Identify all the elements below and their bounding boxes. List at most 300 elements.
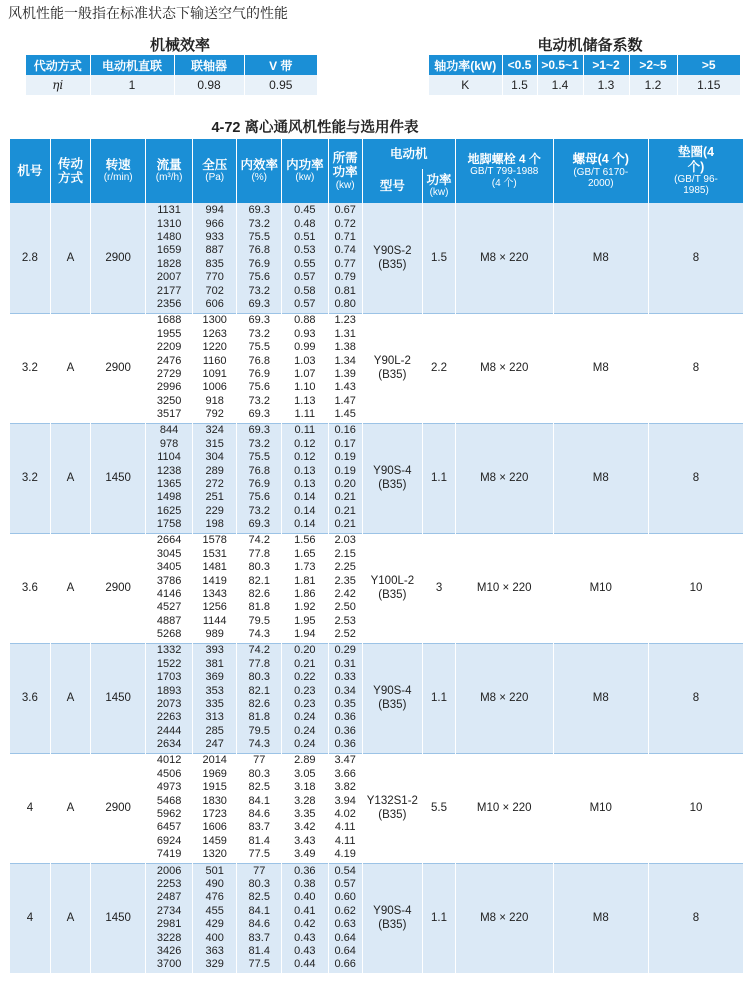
flow-value: 3228 bbox=[156, 931, 182, 944]
mech-eff-value: 0.98 bbox=[174, 75, 244, 95]
efficiency-value: 73.2 bbox=[248, 394, 270, 407]
pressure-value-list bbox=[192, 313, 237, 423]
flow-value: 2006 bbox=[156, 864, 182, 877]
efficiency-value: 77 bbox=[253, 754, 266, 767]
inner-power-value: 0.99 bbox=[294, 341, 316, 354]
flow-value: 2734 bbox=[156, 904, 182, 917]
req-power-value: 3.94 bbox=[334, 794, 356, 807]
mech-eff-value: ηi bbox=[26, 75, 90, 95]
efficiency-value: 77.8 bbox=[248, 657, 270, 670]
req-power-value: 2.53 bbox=[334, 614, 356, 627]
efficiency-value: 80.3 bbox=[248, 767, 270, 780]
efficiency-value: 80.3 bbox=[248, 671, 270, 684]
flow-value-list bbox=[146, 203, 193, 313]
efficiency-value: 80.3 bbox=[248, 561, 270, 574]
col-efficiency-unit: (%) bbox=[251, 172, 268, 184]
req-power-value: 3.82 bbox=[334, 781, 356, 794]
pressure-value: 792 bbox=[205, 408, 224, 421]
inner-power-value: 3.35 bbox=[294, 808, 316, 820]
req-power-value: 0.81 bbox=[334, 284, 356, 297]
motor-model-cell bbox=[362, 203, 422, 313]
speed-cell: 2900 bbox=[91, 753, 146, 863]
flow-value: 2177 bbox=[156, 284, 182, 297]
pressure-value: 1343 bbox=[202, 588, 227, 600]
inner-power-value: 0.40 bbox=[294, 891, 316, 904]
efficiency-value: 82.5 bbox=[248, 781, 270, 794]
req-power-value-list bbox=[328, 313, 362, 423]
bolt-cell: M8 × 220 bbox=[455, 643, 553, 753]
flow-value: 1480 bbox=[156, 230, 182, 243]
efficiency-value: 73.2 bbox=[248, 504, 270, 517]
efficiency-value: 73.2 bbox=[248, 437, 270, 450]
flow-value: 1238 bbox=[156, 464, 182, 477]
pressure-value: 1969 bbox=[202, 767, 227, 780]
efficiency-value: 74.3 bbox=[248, 628, 270, 641]
flow-value: 2209 bbox=[156, 341, 182, 354]
efficiency-value: 82.6 bbox=[248, 588, 270, 600]
bolt-cell: M10 × 220 bbox=[455, 533, 553, 643]
fan-table-body bbox=[10, 203, 743, 973]
motor-power-cell: 1.5 bbox=[423, 203, 456, 313]
efficiency-value: 73.2 bbox=[248, 217, 270, 230]
req-power-value: 0.79 bbox=[334, 271, 356, 284]
req-power-value: 0.35 bbox=[334, 698, 356, 710]
req-power-value: 2.52 bbox=[334, 628, 356, 641]
inner-power-value: 1.13 bbox=[294, 394, 316, 407]
motor-model: Y100L-2 bbox=[370, 575, 415, 587]
inner-power-value: 0.24 bbox=[294, 738, 316, 751]
inner-power-value: 0.24 bbox=[294, 724, 316, 737]
inner-power-value: 1.92 bbox=[294, 601, 316, 614]
pressure-value: 1459 bbox=[202, 834, 227, 847]
flow-value: 1522 bbox=[156, 657, 182, 670]
req-power-value: 4.02 bbox=[334, 808, 356, 820]
inner-power-value: 0.55 bbox=[294, 257, 316, 270]
efficiency-value: 79.5 bbox=[248, 724, 270, 737]
inner-power-value: 0.21 bbox=[294, 657, 316, 670]
pressure-value: 918 bbox=[205, 394, 224, 407]
efficiency-value: 69.3 bbox=[248, 408, 270, 421]
req-power-value: 0.19 bbox=[334, 464, 356, 477]
flow-value: 3700 bbox=[156, 958, 182, 971]
inner-power-value-list bbox=[282, 753, 329, 863]
flow-value: 7419 bbox=[156, 848, 182, 861]
flow-value: 1310 bbox=[156, 217, 182, 230]
motor-model-cell bbox=[362, 753, 422, 863]
efficiency-value: 83.7 bbox=[248, 821, 270, 834]
machine-no-cell: 3.6 bbox=[10, 643, 50, 753]
flow-value: 1828 bbox=[156, 257, 182, 270]
motor-model-cell bbox=[362, 313, 422, 423]
req-power-value: 2.25 bbox=[334, 561, 356, 574]
speed-cell: 1450 bbox=[91, 643, 146, 753]
flow-value: 1758 bbox=[156, 518, 182, 531]
pressure-value: 229 bbox=[205, 504, 224, 517]
inner-power-value-list bbox=[282, 863, 329, 973]
req-power-value: 0.31 bbox=[334, 657, 356, 670]
pressure-value: 835 bbox=[205, 257, 224, 270]
flow-value-list bbox=[146, 863, 193, 973]
motor-mount: (B35) bbox=[378, 589, 407, 601]
inner-power-value: 0.57 bbox=[294, 271, 316, 284]
efficiency-value-list bbox=[237, 753, 282, 863]
flow-value: 1955 bbox=[156, 327, 182, 340]
efficiency-value-list bbox=[237, 313, 282, 423]
col-req-power bbox=[328, 139, 362, 203]
inner-power-value-list bbox=[282, 643, 329, 753]
pressure-value: 363 bbox=[205, 945, 224, 958]
motor-reserve-value-row bbox=[429, 75, 740, 95]
washer-cell: 8 bbox=[649, 643, 744, 753]
flow-value: 4146 bbox=[156, 588, 182, 600]
pressure-value: 1300 bbox=[202, 314, 227, 327]
inner-power-value: 0.38 bbox=[294, 878, 316, 891]
inner-power-value: 3.28 bbox=[294, 794, 316, 807]
main-table-title: 4-72 离心通风机性能与选用件表 bbox=[211, 120, 419, 136]
pressure-value: 400 bbox=[205, 931, 224, 944]
efficiency-value: 84.6 bbox=[248, 808, 270, 820]
nut-cell: M8 bbox=[553, 423, 648, 533]
inner-power-value: 1.07 bbox=[294, 368, 316, 380]
col-inner-power bbox=[282, 139, 329, 203]
pressure-value: 887 bbox=[205, 244, 224, 257]
flow-value-list bbox=[146, 643, 193, 753]
req-power-value: 0.36 bbox=[334, 738, 356, 751]
inner-power-value: 0.12 bbox=[294, 437, 316, 450]
flow-value-list bbox=[146, 753, 193, 863]
col-pressure bbox=[192, 139, 237, 203]
inner-power-value: 0.11 bbox=[294, 424, 316, 437]
motor-reserve-value: 1.3 bbox=[583, 75, 629, 95]
pressure-value: 1144 bbox=[202, 614, 227, 627]
drive-cell: A bbox=[50, 863, 90, 973]
req-power-value: 1.39 bbox=[334, 368, 356, 380]
col-washer bbox=[649, 139, 744, 203]
inner-power-value: 1.81 bbox=[294, 574, 316, 587]
req-power-value: 0.33 bbox=[334, 671, 356, 684]
efficiency-value: 81.8 bbox=[248, 711, 270, 724]
flow-value: 3405 bbox=[156, 561, 182, 574]
req-power-value: 1.31 bbox=[334, 327, 356, 340]
inner-power-value: 0.36 bbox=[294, 864, 316, 877]
pressure-value: 1256 bbox=[202, 601, 227, 614]
req-power-value: 0.67 bbox=[334, 204, 356, 217]
flow-value: 1131 bbox=[157, 204, 181, 217]
col-bolt-std: GB/T 799-1988 bbox=[470, 166, 539, 178]
inner-power-value-list bbox=[282, 423, 329, 533]
req-power-value: 1.23 bbox=[334, 314, 356, 327]
efficiency-value-list bbox=[237, 203, 282, 313]
inner-power-value: 3.49 bbox=[294, 848, 316, 861]
nut-cell: M10 bbox=[553, 753, 648, 863]
washer-cell: 10 bbox=[649, 753, 744, 863]
mech-eff-table bbox=[26, 55, 317, 95]
motor-mount: (B35) bbox=[378, 699, 407, 711]
efficiency-value: 84.1 bbox=[248, 794, 270, 807]
pressure-value: 393 bbox=[205, 644, 224, 657]
pressure-value-list bbox=[192, 863, 237, 973]
req-power-value: 0.64 bbox=[334, 945, 356, 958]
inner-power-value: 1.56 bbox=[294, 534, 316, 547]
col-flow-label: 流量 bbox=[156, 158, 182, 173]
flow-value: 2444 bbox=[156, 724, 182, 737]
inner-power-value: 1.03 bbox=[294, 354, 316, 367]
pressure-value: 1578 bbox=[202, 534, 227, 547]
mech-eff-value: 0.95 bbox=[244, 75, 317, 95]
flow-value: 3250 bbox=[156, 394, 182, 407]
machine-no-cell: 4 bbox=[10, 753, 50, 863]
intro-text: 风机性能一般指在标准状态下输送空气的性能 bbox=[8, 6, 288, 22]
flow-value: 1104 bbox=[157, 451, 181, 464]
req-power-value: 0.29 bbox=[334, 644, 356, 657]
flow-value: 4973 bbox=[156, 781, 182, 794]
inner-power-value: 0.53 bbox=[294, 244, 316, 257]
col-efficiency-label: 内效率 bbox=[240, 158, 278, 173]
efficiency-value: 74.2 bbox=[248, 534, 270, 547]
req-power-value: 1.47 bbox=[334, 394, 356, 407]
flow-value: 2634 bbox=[156, 738, 182, 751]
speed-cell: 2900 bbox=[91, 203, 146, 313]
motor-reserve-title: 电动机储备系数 bbox=[537, 37, 643, 54]
inner-power-value: 0.45 bbox=[294, 204, 316, 217]
motor-model: Y132S1-2 bbox=[366, 795, 418, 807]
pressure-value: 933 bbox=[205, 230, 224, 243]
col-machine-no: 机号 bbox=[10, 139, 50, 203]
fan-group-row bbox=[10, 423, 743, 533]
col-flow-unit: (m³/h) bbox=[155, 172, 183, 184]
efficiency-value: 79.5 bbox=[248, 614, 270, 627]
flow-value: 844 bbox=[159, 424, 179, 437]
flow-value: 2664 bbox=[156, 534, 182, 547]
flow-value: 1659 bbox=[156, 244, 182, 257]
efficiency-value: 74.2 bbox=[248, 644, 270, 657]
inner-power-value: 0.41 bbox=[294, 904, 316, 917]
bolt-cell: M8 × 220 bbox=[455, 423, 553, 533]
req-power-value: 3.47 bbox=[334, 754, 356, 767]
pressure-value: 304 bbox=[205, 451, 224, 464]
efficiency-value: 77.8 bbox=[248, 547, 270, 560]
drive-cell: A bbox=[50, 203, 90, 313]
pressure-value-list bbox=[192, 533, 237, 643]
col-nut-std: (GB/T 6170-2000) bbox=[573, 166, 629, 190]
pressure-value-list bbox=[192, 643, 237, 753]
efficiency-value: 77 bbox=[253, 864, 266, 877]
col-motor-model: 型号 bbox=[362, 169, 422, 203]
inner-power-value: 1.95 bbox=[294, 614, 316, 627]
req-power-value: 0.36 bbox=[334, 724, 356, 737]
pressure-value: 1915 bbox=[202, 781, 227, 794]
col-pressure-label: 全压 bbox=[202, 158, 228, 173]
flow-value: 5468 bbox=[156, 794, 182, 807]
col-washer-std: (GB/T 96-1985) bbox=[674, 173, 718, 197]
col-req-power-label: 所需功率 bbox=[332, 150, 358, 180]
flow-value: 6924 bbox=[156, 834, 182, 847]
drive-cell: A bbox=[50, 313, 90, 423]
bolt-cell: M8 × 220 bbox=[455, 203, 553, 313]
bolt-cell: M8 × 220 bbox=[455, 863, 553, 973]
motor-reserve-header: >5 bbox=[701, 58, 716, 72]
machine-no-cell: 3.2 bbox=[10, 313, 50, 423]
speed-cell: 1450 bbox=[91, 423, 146, 533]
motor-reserve-value: 1.5 bbox=[502, 75, 537, 95]
col-motor: 电动机 bbox=[362, 139, 455, 169]
flow-value: 2981 bbox=[156, 918, 182, 931]
flow-value: 1332 bbox=[156, 644, 182, 657]
efficiency-value: 73.2 bbox=[248, 284, 270, 297]
pressure-value: 770 bbox=[205, 271, 224, 284]
mech-eff-header: 代动方式 bbox=[26, 55, 90, 75]
col-motor-power-label: 功率 bbox=[426, 173, 452, 188]
flow-value: 2996 bbox=[156, 381, 182, 394]
pressure-value-list bbox=[192, 203, 237, 313]
motor-power-cell: 1.1 bbox=[423, 423, 456, 533]
machine-no-cell: 4 bbox=[10, 863, 50, 973]
pressure-value: 1091 bbox=[202, 368, 227, 380]
req-power-value: 0.34 bbox=[334, 684, 356, 697]
motor-power-cell: 5.5 bbox=[423, 753, 456, 863]
pressure-value: 1160 bbox=[202, 354, 227, 367]
col-nut bbox=[553, 139, 648, 203]
motor-power-cell: 1.1 bbox=[423, 863, 456, 973]
motor-model: Y90S-4 bbox=[373, 685, 412, 697]
pressure-value: 490 bbox=[205, 878, 224, 891]
efficiency-value: 81.4 bbox=[248, 834, 270, 847]
flow-value: 2073 bbox=[156, 698, 182, 710]
flow-value: 2476 bbox=[156, 354, 182, 367]
efficiency-value: 80.3 bbox=[248, 878, 270, 891]
mech-eff-value-row bbox=[26, 75, 317, 95]
efficiency-value: 75.6 bbox=[248, 381, 270, 394]
req-power-value-list bbox=[328, 423, 362, 533]
efficiency-value: 81.8 bbox=[248, 601, 270, 614]
efficiency-value: 82.6 bbox=[248, 698, 270, 710]
req-power-value: 4.11 bbox=[334, 821, 356, 834]
fan-group-row bbox=[10, 313, 743, 423]
col-motor-power bbox=[423, 169, 456, 203]
motor-power-cell: 3 bbox=[423, 533, 456, 643]
pressure-value: 501 bbox=[205, 864, 224, 877]
col-inner-power-unit: (kw) bbox=[295, 172, 315, 184]
inner-power-value: 0.24 bbox=[294, 711, 316, 724]
efficiency-value: 73.2 bbox=[248, 327, 270, 340]
nut-cell: M10 bbox=[553, 533, 648, 643]
req-power-value: 0.77 bbox=[334, 257, 356, 270]
machine-no-cell: 3.6 bbox=[10, 533, 50, 643]
machine-no-cell: 2.8 bbox=[10, 203, 50, 313]
efficiency-value: 74.3 bbox=[248, 738, 270, 751]
req-power-value: 0.54 bbox=[334, 864, 356, 877]
inner-power-value-list bbox=[282, 313, 329, 423]
req-power-value: 4.11 bbox=[334, 834, 356, 847]
bolt-cell: M10 × 220 bbox=[455, 753, 553, 863]
flow-value: 2263 bbox=[156, 711, 182, 724]
req-power-value: 0.60 bbox=[334, 891, 356, 904]
mech-eff-value: 1 bbox=[90, 75, 174, 95]
req-power-value: 0.74 bbox=[334, 244, 356, 257]
motor-reserve-value: 1.2 bbox=[629, 75, 677, 95]
efficiency-value: 82.1 bbox=[248, 684, 270, 697]
flow-value: 2356 bbox=[156, 297, 182, 310]
inner-power-value: 1.86 bbox=[294, 588, 316, 600]
pressure-value: 1723 bbox=[202, 808, 227, 820]
efficiency-value: 77.5 bbox=[248, 958, 270, 971]
flow-value: 2007 bbox=[156, 271, 182, 284]
flow-value: 2487 bbox=[156, 891, 182, 904]
inner-power-value: 0.22 bbox=[294, 671, 316, 684]
motor-mount: (B35) bbox=[378, 479, 407, 491]
req-power-value-list bbox=[328, 753, 362, 863]
col-bolt-label: 地脚螺栓 4 个 bbox=[467, 151, 541, 166]
col-bolt bbox=[455, 139, 553, 203]
washer-cell: 10 bbox=[649, 533, 744, 643]
efficiency-value: 76.9 bbox=[248, 257, 270, 270]
inner-power-value: 0.43 bbox=[294, 945, 316, 958]
pressure-value: 381 bbox=[205, 657, 224, 670]
col-washer-label: 垫圈(4 个) bbox=[677, 145, 715, 174]
req-power-value: 0.16 bbox=[334, 424, 356, 437]
flow-value: 978 bbox=[159, 437, 179, 450]
efficiency-value: 76.8 bbox=[248, 354, 270, 367]
flow-value-list bbox=[146, 423, 193, 533]
speed-cell: 2900 bbox=[91, 533, 146, 643]
flow-value: 2729 bbox=[156, 368, 182, 380]
pressure-value: 247 bbox=[205, 738, 224, 751]
drive-cell: A bbox=[50, 643, 90, 753]
req-power-value: 4.19 bbox=[334, 848, 356, 861]
inner-power-value: 0.88 bbox=[294, 314, 316, 327]
efficiency-value: 75.6 bbox=[248, 491, 270, 504]
inner-power-value: 0.48 bbox=[294, 217, 316, 230]
fan-group-row bbox=[10, 533, 743, 643]
pressure-value: 335 bbox=[205, 698, 224, 710]
flow-value: 3517 bbox=[156, 408, 182, 421]
inner-power-value: 0.43 bbox=[294, 931, 316, 944]
efficiency-value: 76.8 bbox=[248, 464, 270, 477]
motor-reserve-header-row bbox=[429, 55, 740, 75]
pressure-value: 198 bbox=[205, 518, 224, 531]
flow-value: 5268 bbox=[156, 628, 182, 641]
efficiency-value: 82.1 bbox=[248, 574, 270, 587]
pressure-value: 289 bbox=[205, 464, 224, 477]
drive-cell: A bbox=[50, 753, 90, 863]
motor-reserve-table bbox=[429, 55, 740, 95]
fan-group-row bbox=[10, 753, 743, 863]
motor-model: Y90S-2 bbox=[373, 244, 412, 257]
pressure-value: 1263 bbox=[202, 327, 227, 340]
flow-value: 1688 bbox=[156, 314, 182, 327]
req-power-value: 0.20 bbox=[334, 478, 356, 490]
pressure-value: 329 bbox=[205, 958, 224, 971]
inner-power-value: 0.12 bbox=[294, 451, 316, 464]
efficiency-value: 76.8 bbox=[248, 244, 270, 257]
req-power-value: 2.03 bbox=[334, 534, 356, 547]
flow-value: 4887 bbox=[156, 614, 182, 627]
req-power-value: 0.17 bbox=[334, 437, 356, 450]
col-flow bbox=[146, 139, 193, 203]
inner-power-value: 0.14 bbox=[294, 518, 316, 531]
speed-cell: 2900 bbox=[91, 313, 146, 423]
motor-mount: (B35) bbox=[378, 369, 407, 381]
nut-cell: M8 bbox=[553, 863, 648, 973]
col-req-power-unit: (kw) bbox=[335, 179, 355, 191]
req-power-value: 0.19 bbox=[334, 451, 356, 464]
req-power-value: 0.80 bbox=[334, 297, 356, 310]
inner-power-value: 2.89 bbox=[294, 754, 316, 767]
motor-power-cell: 2.2 bbox=[423, 313, 456, 423]
req-power-value: 1.45 bbox=[334, 408, 356, 421]
inner-power-value: 3.18 bbox=[294, 781, 316, 794]
col-drive: 传动方式 bbox=[50, 139, 90, 203]
